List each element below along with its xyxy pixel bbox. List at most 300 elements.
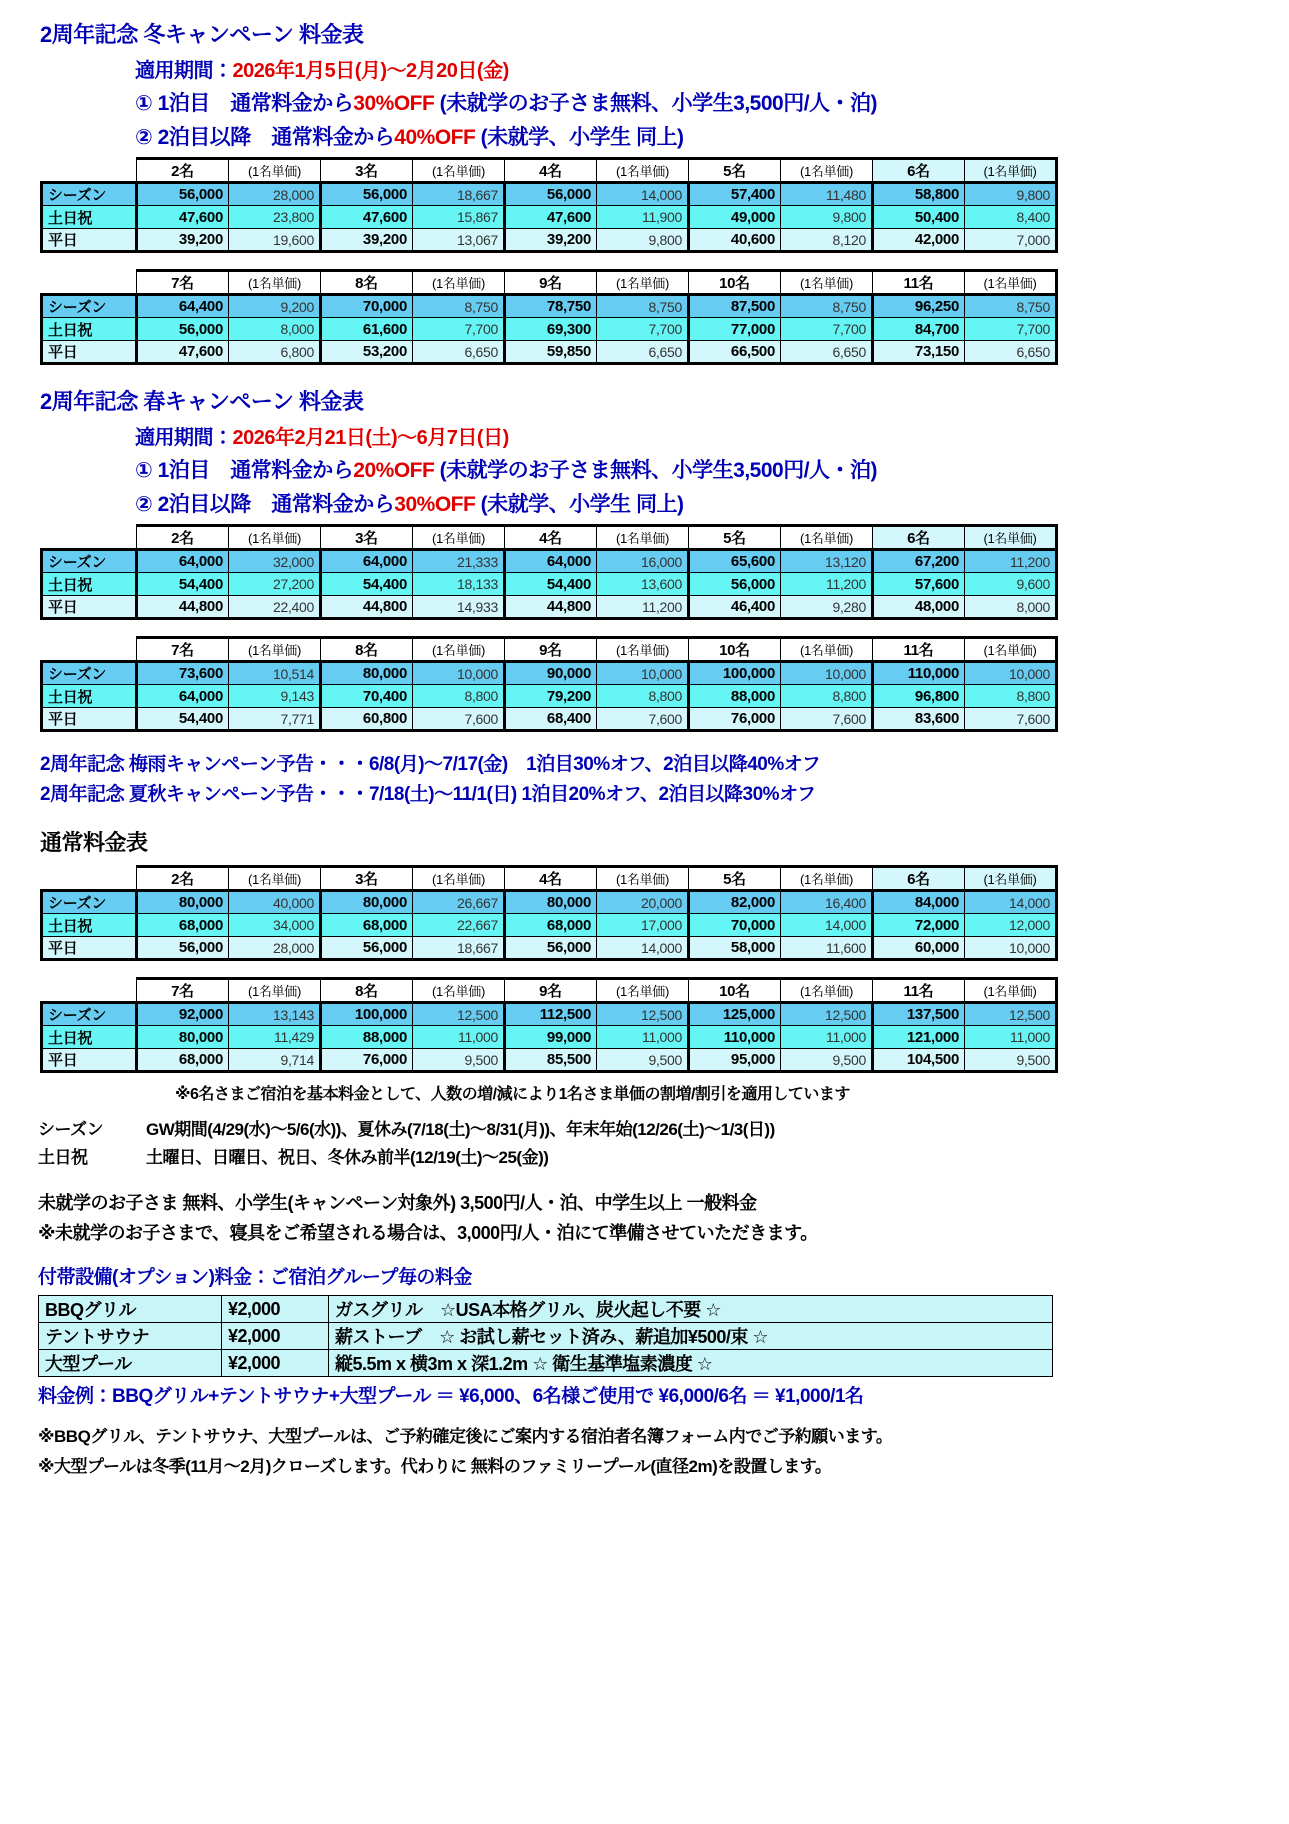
table-row [42,937,1057,960]
winter-campaign-title: 2周年記念 冬キャンペーン 料金表 [40,22,364,47]
header-11-people: 11名 [873,638,965,662]
cell-value: 121,000 [873,1026,965,1049]
cell-unit: 8,000 [965,596,1057,619]
header-11-unit: (1名単価) [965,979,1057,1003]
list-item [39,1350,1053,1377]
normal-table-b-wrap [0,977,1289,1073]
cell-unit: 9,200 [229,295,321,318]
cell-value: 68,000 [137,914,229,937]
row-label-weekday: 平日 [42,341,137,364]
cell-unit: 22,667 [413,914,505,937]
normal-table-a-wrap [0,865,1289,961]
table-row [42,914,1057,937]
cell-value: 125,000 [689,1003,781,1026]
option-name: テントサウナ [39,1323,222,1350]
header-2-people: 2名 [137,526,229,550]
header-corner [42,526,137,550]
cell-value: 60,000 [873,937,965,960]
cell-unit: 9,714 [229,1049,321,1072]
table-header-row [42,159,1057,183]
table-row [42,295,1057,318]
cell-value: 47,600 [137,206,229,229]
cell-value: 56,000 [137,318,229,341]
header-8-unit: (1名単価) [413,271,505,295]
cell-value: 64,000 [137,550,229,573]
cell-value: 53,200 [321,341,413,364]
cell-unit: 7,700 [781,318,873,341]
child-policy-line1: 未就学のお子さま 無料、小学生(キャンペーン対象外) 3,500円/人・泊、中学生以上 一般料金 [38,1193,757,1213]
cell-unit: 9,600 [965,573,1057,596]
cell-value: 96,250 [873,295,965,318]
cell-value: 42,000 [873,229,965,252]
winter-cond2-percent: 40%OFF [394,126,476,149]
header-6-unit: (1名単価) [965,867,1057,891]
winter-price-table-7-11 [40,269,1058,365]
header-2-people: 2名 [137,867,229,891]
header-6-unit: (1名単価) [965,159,1057,183]
winter-price-table-2-6 [40,157,1058,253]
cell-unit: 13,143 [229,1003,321,1026]
cell-unit: 21,333 [413,550,505,573]
cell-unit: 12,000 [965,914,1057,937]
cell-unit: 14,000 [965,891,1057,914]
spring-period-value: 2026年2月21日(土)〜6月7日(日) [232,427,509,449]
cell-value: 64,000 [505,550,597,573]
header-8-people: 8名 [321,638,413,662]
cell-value: 59,850 [505,341,597,364]
cell-unit: 16,400 [781,891,873,914]
cell-value: 56,000 [321,183,413,206]
spring-cond1-tail: (未就学のお子さま無料、小学生3,500円/人・泊) [434,459,878,482]
header-5-people: 5名 [689,867,781,891]
header-4-people: 4名 [505,159,597,183]
cell-value: 50,400 [873,206,965,229]
spring-campaign-period [0,416,1289,450]
cell-value: 48,000 [873,596,965,619]
cell-unit: 32,000 [229,550,321,573]
cell-value: 39,200 [321,229,413,252]
header-9-people: 9名 [505,979,597,1003]
cell-value: 73,600 [137,662,229,685]
cell-value: 54,400 [137,573,229,596]
header-3-unit: (1名単価) [413,159,505,183]
weekend-definition-value: 土曜日、日曜日、祝日、冬休み前半(12/19(土)〜25(金)) [146,1148,549,1167]
table-header-row [42,867,1057,891]
cell-value: 104,500 [873,1049,965,1072]
cell-value: 64,000 [137,685,229,708]
cell-unit: 9,143 [229,685,321,708]
header-4-people: 4名 [505,526,597,550]
cell-unit: 12,500 [781,1003,873,1026]
table-row [42,1049,1057,1072]
cell-unit: 8,400 [965,206,1057,229]
cell-value: 58,800 [873,183,965,206]
table-header-row [42,271,1057,295]
cell-value: 64,400 [137,295,229,318]
header-10-unit: (1名単価) [781,979,873,1003]
header-corner [42,867,137,891]
cell-unit: 8,750 [965,295,1057,318]
cell-value: 57,400 [689,183,781,206]
row-label-weekend: 土日祝 [42,914,137,937]
cell-unit: 11,480 [781,183,873,206]
cell-unit: 9,500 [413,1049,505,1072]
header-8-unit: (1名単価) [413,979,505,1003]
header-9-unit: (1名単価) [597,979,689,1003]
table-row [42,206,1057,229]
spring-cond2-tail: (未就学、小学生 同上) [475,493,684,516]
header-corner [42,638,137,662]
cell-value: 47,600 [321,206,413,229]
winter-cond2-text: ② 2泊目以降 通常料金から [135,126,395,149]
cell-unit: 9,800 [597,229,689,252]
cell-value: 39,200 [137,229,229,252]
table-row [42,183,1057,206]
cell-unit: 11,600 [781,937,873,960]
table-header-row [42,638,1057,662]
option-description: 薪ストーブ ☆ お試し薪セット済み、薪追加¥500/束 ☆ [329,1323,1053,1350]
table-row [42,1003,1057,1026]
row-label-weekend: 土日祝 [42,1026,137,1049]
cell-unit: 14,000 [597,183,689,206]
cell-unit: 10,514 [229,662,321,685]
header-9-people: 9名 [505,638,597,662]
header-8-people: 8名 [321,271,413,295]
cell-value: 87,500 [689,295,781,318]
cell-value: 68,000 [321,914,413,937]
cell-value: 67,200 [873,550,965,573]
cell-value: 85,500 [505,1049,597,1072]
option-price: ¥2,000 [222,1323,329,1350]
cell-value: 72,000 [873,914,965,937]
cell-value: 66,500 [689,341,781,364]
options-table-wrap [0,1295,1289,1377]
table-row [42,685,1057,708]
cell-value: 70,000 [321,295,413,318]
cell-value: 44,800 [137,596,229,619]
cell-value: 80,000 [137,891,229,914]
cell-unit: 7,771 [229,708,321,731]
cell-unit: 26,667 [413,891,505,914]
header-11-people: 11名 [873,979,965,1003]
cell-unit: 9,500 [965,1049,1057,1072]
header-4-unit: (1名単価) [597,867,689,891]
cell-value: 100,000 [321,1003,413,1026]
cell-value: 78,750 [505,295,597,318]
header-10-people: 10名 [689,638,781,662]
winter-cond1-tail: (未就学のお子さま無料、小学生3,500円/人・泊) [434,92,878,115]
cell-unit: 7,600 [413,708,505,731]
cell-unit: 7,700 [597,318,689,341]
row-label-weekend: 土日祝 [42,573,137,596]
spring-price-table-2-6 [40,524,1058,620]
header-2-unit: (1名単価) [229,526,321,550]
cell-unit: 11,200 [965,550,1057,573]
cell-value: 76,000 [689,708,781,731]
cell-value: 56,000 [505,183,597,206]
winter-campaign-period [0,49,1289,83]
cell-unit: 10,000 [965,662,1057,685]
season-definition-value: GW期間(4/29(水)〜5/6(水))、夏休み(7/18(土)〜8/31(月))、年末年始(12/26(土)〜1/3(日)) [146,1120,775,1139]
row-label-season: シーズン [42,1003,137,1026]
cell-unit: 6,650 [597,341,689,364]
header-11-people: 11名 [873,271,965,295]
header-2-unit: (1名単価) [229,867,321,891]
winter-condition-2 [0,117,1289,151]
header-4-people: 4名 [505,867,597,891]
cell-unit: 27,200 [229,573,321,596]
winter-table-a-wrap [0,157,1289,253]
cell-unit: 8,120 [781,229,873,252]
cell-value: 54,400 [321,573,413,596]
cell-unit: 13,120 [781,550,873,573]
cell-unit: 6,650 [781,341,873,364]
cell-value: 39,200 [505,229,597,252]
cell-unit: 16,000 [597,550,689,573]
winter-period-value: 2026年1月5日(月)〜2月20日(金) [232,60,509,82]
cell-value: 56,000 [505,937,597,960]
cell-unit: 18,133 [413,573,505,596]
header-8-people: 8名 [321,979,413,1003]
option-price: ¥2,000 [222,1296,329,1323]
cell-value: 68,000 [137,1049,229,1072]
cell-value: 77,000 [689,318,781,341]
cell-value: 70,400 [321,685,413,708]
row-label-weekend: 土日祝 [42,206,137,229]
header-9-unit: (1名単価) [597,638,689,662]
header-6-people: 6名 [873,159,965,183]
winter-cond1-text: ① 1泊目 通常料金から [135,92,354,115]
row-label-weekday: 平日 [42,596,137,619]
cell-unit: 10,000 [413,662,505,685]
natsuaki-campaign-preview: 2周年記念 夏秋キャンペーン予告・・・7/18(土)〜11/1(日) 1泊目20%オフ、2泊目以降30%オフ [40,784,816,805]
cell-value: 80,000 [321,891,413,914]
spring-condition-2 [0,484,1289,518]
header-10-unit: (1名単価) [781,638,873,662]
cell-unit: 6,800 [229,341,321,364]
normal-price-table-2-6 [40,865,1058,961]
cell-unit: 9,280 [781,596,873,619]
options-table [38,1295,1053,1377]
header-7-people: 7名 [137,979,229,1003]
cell-value: 57,600 [873,573,965,596]
cell-unit: 8,800 [413,685,505,708]
option-price: ¥2,000 [222,1350,329,1377]
cell-unit: 7,700 [965,318,1057,341]
cell-value: 56,000 [137,937,229,960]
cell-unit: 19,600 [229,229,321,252]
cell-unit: 12,500 [965,1003,1057,1026]
row-label-season: シーズン [42,295,137,318]
child-policy-line2: ※未就学のお子さまで、寝具をご希望される場合は、3,000円/人・泊にて準備させていただきます。 [38,1223,818,1243]
cell-value: 99,000 [505,1026,597,1049]
cell-value: 46,400 [689,596,781,619]
header-9-people: 9名 [505,271,597,295]
cell-value: 60,800 [321,708,413,731]
cell-unit: 28,000 [229,937,321,960]
cell-unit: 11,200 [781,573,873,596]
header-7-unit: (1名単価) [229,638,321,662]
winter-cond2-tail: (未就学、小学生 同上) [475,126,684,149]
header-3-unit: (1名単価) [413,526,505,550]
header-5-people: 5名 [689,159,781,183]
header-7-people: 7名 [137,271,229,295]
header-6-unit: (1名単価) [965,526,1057,550]
cell-unit: 11,000 [965,1026,1057,1049]
row-label-weekday: 平日 [42,708,137,731]
cell-value: 90,000 [505,662,597,685]
option-name: 大型プール [39,1350,222,1377]
row-label-season: シーズン [42,891,137,914]
cell-unit: 9,800 [965,183,1057,206]
cell-unit: 18,667 [413,937,505,960]
cell-value: 65,600 [689,550,781,573]
cell-unit: 8,000 [229,318,321,341]
table-row [42,891,1057,914]
cell-unit: 11,429 [229,1026,321,1049]
header-5-unit: (1名単価) [781,867,873,891]
table-header-row [42,979,1057,1003]
cell-value: 56,000 [321,937,413,960]
cell-value: 80,000 [137,1026,229,1049]
cell-value: 68,000 [505,914,597,937]
cell-unit: 23,800 [229,206,321,229]
cell-value: 80,000 [321,662,413,685]
cell-value: 137,500 [873,1003,965,1026]
header-9-unit: (1名単価) [597,271,689,295]
table-row [42,229,1057,252]
cell-unit: 11,900 [597,206,689,229]
header-10-people: 10名 [689,979,781,1003]
table-row [42,662,1057,685]
list-item [39,1296,1053,1323]
list-item [39,1323,1053,1350]
header-5-unit: (1名単価) [781,159,873,183]
cell-unit: 8,800 [597,685,689,708]
header-7-unit: (1名単価) [229,271,321,295]
cell-unit: 34,000 [229,914,321,937]
header-corner [42,271,137,295]
cell-value: 64,000 [321,550,413,573]
cell-unit: 8,750 [597,295,689,318]
header-2-people: 2名 [137,159,229,183]
cell-unit: 10,000 [965,937,1057,960]
cell-value: 68,400 [505,708,597,731]
spring-cond1-text: ① 1泊目 通常料金から [135,459,354,482]
header-5-unit: (1名単価) [781,526,873,550]
cell-unit: 22,400 [229,596,321,619]
header-3-people: 3名 [321,526,413,550]
cell-unit: 10,000 [597,662,689,685]
cell-value: 92,000 [137,1003,229,1026]
cell-value: 54,400 [137,708,229,731]
cell-unit: 12,500 [413,1003,505,1026]
cell-unit: 9,500 [597,1049,689,1072]
weekend-definition-label: 土日祝 [38,1148,88,1167]
header-6-people: 6名 [873,867,965,891]
cell-value: 83,600 [873,708,965,731]
table-row [42,341,1057,364]
cell-unit: 13,600 [597,573,689,596]
cell-unit: 6,650 [965,341,1057,364]
header-4-unit: (1名単価) [597,159,689,183]
cell-unit: 7,700 [413,318,505,341]
row-label-weekday: 平日 [42,937,137,960]
table-row [42,596,1057,619]
cell-unit: 9,500 [781,1049,873,1072]
header-corner [42,159,137,183]
normal-price-title: 通常料金表 [40,830,148,855]
row-label-weekday: 平日 [42,1049,137,1072]
cell-unit: 20,000 [597,891,689,914]
winter-period-label: 適用期間： [135,60,233,82]
weekend-definition [0,1144,1289,1172]
cell-value: 49,000 [689,206,781,229]
cell-value: 110,000 [873,662,965,685]
cell-unit: 8,800 [781,685,873,708]
cell-unit: 11,000 [781,1026,873,1049]
cell-unit: 14,000 [597,937,689,960]
spring-cond2-text: ② 2泊目以降 通常料金から [135,493,395,516]
row-label-weekend: 土日祝 [42,685,137,708]
spring-condition-1 [0,450,1289,484]
option-description: ガスグリル ☆USA本格グリル、炭火起し不要 ☆ [329,1296,1053,1323]
spring-campaign-title: 2周年記念 春キャンペーン 料金表 [40,389,364,414]
header-3-people: 3名 [321,867,413,891]
table-header-row [42,526,1057,550]
cell-value: 84,700 [873,318,965,341]
cell-unit: 10,000 [781,662,873,685]
header-11-unit: (1名単価) [965,271,1057,295]
header-10-unit: (1名単価) [781,271,873,295]
cell-value: 88,000 [689,685,781,708]
cell-unit: 40,000 [229,891,321,914]
cell-value: 61,600 [321,318,413,341]
cell-value: 58,000 [689,937,781,960]
option-description: 縦5.5m x 横3m x 深1.2m ☆ 衛生基準塩素濃度 ☆ [329,1350,1053,1377]
cell-value: 44,800 [321,596,413,619]
cell-unit: 9,800 [781,206,873,229]
cell-unit: 14,933 [413,596,505,619]
table-row [42,708,1057,731]
cell-unit: 11,200 [597,596,689,619]
spring-cond2-percent: 30%OFF [394,493,476,516]
header-11-unit: (1名単価) [965,638,1057,662]
header-6-people: 6名 [873,526,965,550]
cell-unit: 15,867 [413,206,505,229]
winter-cond1-percent: 30%OFF [353,92,435,115]
footnote-pool-closure: ※大型プールは冬季(11月〜2月)クローズします。代わりに 無料のファミリープール(直径2m)を設置します。 [38,1457,832,1476]
cell-unit: 17,000 [597,914,689,937]
cell-unit: 13,067 [413,229,505,252]
header-7-unit: (1名単価) [229,979,321,1003]
row-label-weekend: 土日祝 [42,318,137,341]
cell-value: 47,600 [137,341,229,364]
header-10-people: 10名 [689,271,781,295]
cell-value: 70,000 [689,914,781,937]
cell-value: 88,000 [321,1026,413,1049]
footnote-reservation: ※BBQグリル、テントサウナ、大型プールは、ご予約確定後にご案内する宿泊者名簿フォーム内でご予約願います。 [38,1427,893,1446]
winter-table-b-wrap [0,269,1289,365]
spring-period-label: 適用期間： [135,427,233,449]
cell-unit: 7,600 [597,708,689,731]
cell-unit: 28,000 [229,183,321,206]
base-rate-note: ※6名さまご宿泊を基本料金として、人数の増/減により1名さま単価の割増/割引を適用しています [175,1086,850,1103]
cell-value: 80,000 [505,891,597,914]
cell-value: 44,800 [505,596,597,619]
cell-value: 84,000 [873,891,965,914]
cell-value: 79,200 [505,685,597,708]
